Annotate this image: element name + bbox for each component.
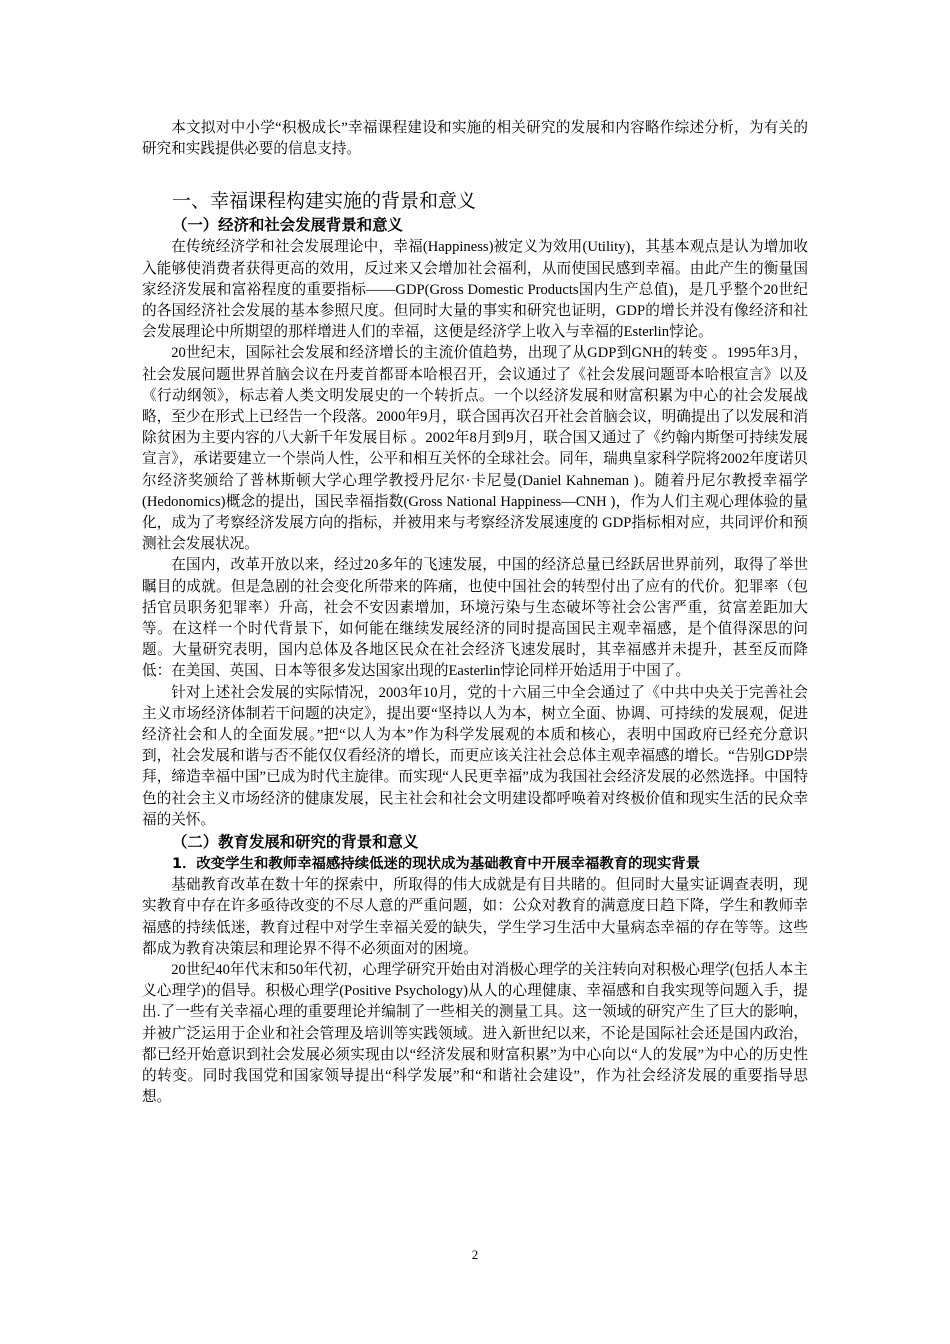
- paragraph: 基础教育改革在数十年的探索中，所取得的伟大成就是有目共睹的。但同时大量实证调查表明，现实教育中存在许多亟待改变的不尽人意的严重问题，如：公众对教育的满意度日趋下降，学生和教师幸福感的持续低迷，教育过程中对学生幸福关爱的缺失，学生学习生活中大量病态幸福的存在等等。这些都成为教育决策层和理论界不得不必须面对的困境。: [142, 877, 808, 957]
- paragraph: 20世纪末，国际社会发展和经济增长的主流价值趋势，出现了从GDP到GNH的转变 。1995年3月，社会发展问题世界首脑会议在丹麦首都哥本哈根召开，会议通过了《社会发展问题哥本哈根宣言》以及《行动纲领》，标志着人类文明发展史的一个转折点。一个以经济发展和财富积累为中心的社会发展战略，至少在形式上已经告一个段落。2000年9月，联合国再次召开社会首脑会议，明确提出了以发展和消除贫困为主要内容的八大新千年发展目标 。2002年8月到9月，联合国又通过了《约翰内斯堡可持续发展宣言》，承诺要建立一个崇尚人性，公平和相互关怀的全球社会。同年，瑞典皇家科学院将2002年度诺贝尔经济奖颁给了普林斯顿大学心理学教授丹尼尔·卡尼曼(Daniel Kahneman )。随着丹尼尔教授幸福学(Hedonomics)概念的提出，国民幸福指数(Gross National Happiness—CNH )，作为人们主观心理体验的量化，成为了考察经济发展方向的指标，并被用来与考察经济发展速度的 GDP指标相对应，共同评价和预测社会发展状况。: [142, 345, 808, 553]
- intro-paragraph: 本文拟对中小学“积极成长”幸福课程建设和实施的相关研究的发展和内容略作综述分析，为有关的研究和实践提供必要的信息支持。: [142, 120, 808, 158]
- paragraph: 针对上述社会发展的实际情况，2003年10月，党的十六届三中全会通过了《中共中央关于完善社会主义市场经济体制若干问题的决定》，提出要“坚持以人为本，树立全面、协调、可持续的发展观，促进经济社会和人的全面发展。”把“以人为本”作为科学发展观的本质和核心，表明中国政府已经充分意识到，社会发展和谐与否不能仅仅看经济的增长，而更应该关注社会总体主观幸福感的增长。“告别GDP崇拜，缔造幸福中国”已成为时代主旋律。而实现“人民更幸福”成为我国社会经济发展的必然选择。中国特色的社会主义市场经济的健康发展，民主社会和社会文明建设都呼唤着对终极价值和现实生活的民众幸福的关怀。: [142, 684, 808, 828]
- page-number: 2: [471, 1247, 479, 1262]
- paragraph: 在传统经济学和社会发展理论中，幸福(Happiness)被定义为效用(Utility)，其基本观点是认为增加收入能够使消费者获得更高的效用，反过来又会增加社会福利，从而使国民感到幸福。由此产生的衡量国家经济发展和富裕程度的重要指标——GDP(Gross Domestic Products国内生产总值)，是几乎整个20世纪的各国经济社会发展的基本参照尺度。但同时大量的事实和研究也证明，GDP的增长并没有像经济和社会发展理论中所期望的那样增进人们的幸福，这便是经济学上收入与幸福的Esterlin悖论。: [142, 239, 808, 341]
- paragraph: 在国内，改革开放以来，经过20多年的飞速发展，中国的经济总量已经跃居世界前列，取得了举世瞩目的成就。但是急剧的社会变化所带来的阵痛，也使中国社会的转型付出了应有的代价。犯罪率（包括官员职务犯罪率）升高，社会不安因素增加，环境污染与生态破坏等社会公害严重，贫富差距加大等。在这样一个时代背景下，如何能在继续发展经济的同时提高国民主观幸福感，是个值得深思的问题。大量研究表明，国内总体及各地区民众在社会经济飞速发展时，其幸福感并未提升，甚至反而降低：在美国、英国、日本等很多发达国家出现的Easterlin悖论同样开始适用于中国了。: [142, 557, 808, 680]
- point-1-heading: 1．改变学生和教师幸福感持续低迷的现状成为基础教育中开展幸福教育的现实背景: [172, 856, 701, 873]
- subsection-2-heading: （二）教育发展和研究的背景和意义: [172, 833, 419, 852]
- subsection-1-heading: （一）经济和社会发展背景和意义: [172, 216, 403, 235]
- paragraph: 20世纪40年代末和50年代初，心理学研究开始由对消极心理学的关注转向对积极心理学(包括人本主义心理学)的倡导。积极心理学(Positive Psychology)从人的心理健康、幸福感和自我实现等问题入手，提出.了一些有关幸福心理的重要理论并编制了一些相关的测量工具。这一领域的研究产生了巨大的影响，并被广泛运用于企业和社会管理及培训等实践领域。进入新世纪以来，不论是国际社会还是国内政治，都已经开始意识到社会发展必须实现由以“经济发展和财富积累”为中心向以“人的发展”为中心的历史性的转变。同时我国党和国家领导提出“科学发展”和“和谐社会建设”，作为社会经济发展的重要指导思想。: [142, 961, 808, 1106]
- section-1-heading: 一、幸福课程构建实施的背景和意义: [172, 190, 477, 213]
- page-content: [142, 118, 808, 1108]
